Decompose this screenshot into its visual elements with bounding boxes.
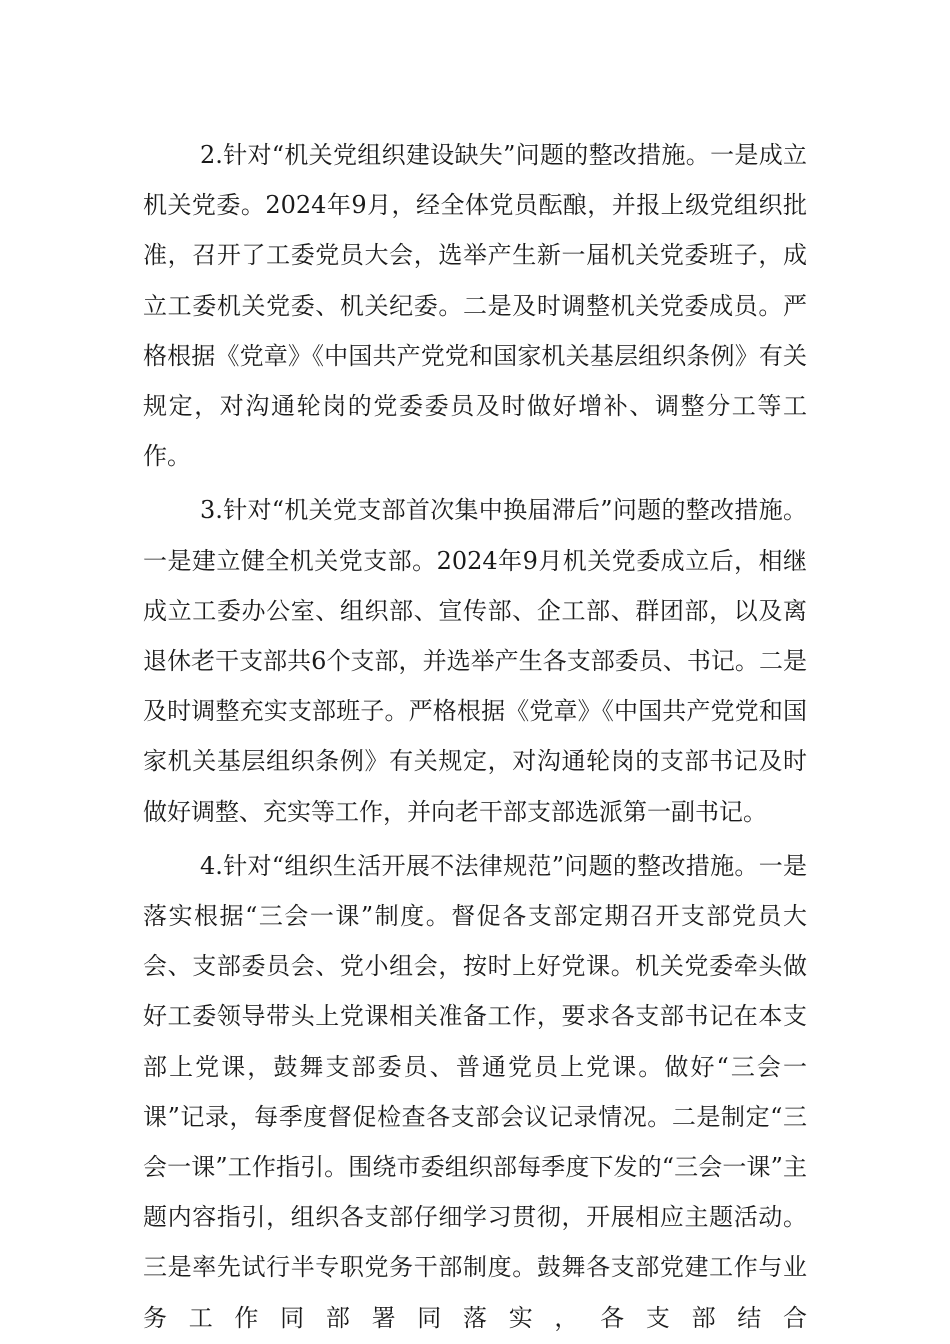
paragraph-item-2: 2.针对“机关党组织建设缺失”问题的整改措施。一是成立机关党委。2024年9月，经全体党员酝酿，并报上级党组织批准，召开了工委党员大会，选举产生新一届机关党委班子，成立工委机关党委、机关纪委。二是及时调整机关党委成员。严格根据《党章》《中国共产党党和国家机关基层组织条例》有关规定，对沟通轮岗的党委委员及时做好增补、调整分工等工作。	[143, 141, 807, 471]
paragraph-item-3: 3.针对“机关党支部首次集中换届滞后”问题的整改措施。一是建立健全机关党支部。2024年9月机关党委成立后，相继成立工委办公室、组织部、宣传部、企工部、群团部，以及离退休老干支部共6个支部，并选举产生各支部委员、书记。二是及时调整充实支部班子。严格根据《党章》《中国共产党党和国家机关基层组织条例》有关规定，对沟通轮岗的支部书记及时做好调整、充实等工作，并向老干部支部选派第一副书记。	[143, 496, 807, 826]
document-body	[143, 130, 807, 1343]
paragraph-item-4: 4.针对“组织生活开展不法律规范”问题的整改措施。一是落实根据“三会一课”制度。督促各支部定期召开支部党员大会、支部委员会、党小组会，按时上好党课。机关党委牵头做好工委领导带头上党课相关准备工作，要求各支部书记在本支部上党课，鼓舞支部委员、普通党员上党课。做好“三会一课”记录，每季度督促检查各支部会议记录情况。二是制定“三会一课”工作指引。围绕市委组织部每季度下发的“三会一课”主题内容指引，组织各支部仔细学习贯彻，开展相应主题活动。三是率先试行半专职党务干部制度。鼓舞各支部党建工作与业务工作同部署同落实，各支部结合	[143, 851, 807, 1332]
